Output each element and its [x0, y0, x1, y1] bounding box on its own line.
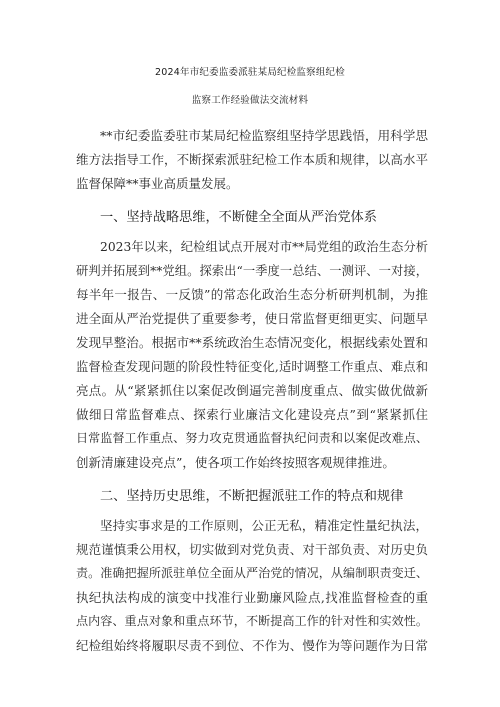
section-1-line: 研判并拓展到**党组。探索出“一季度一总结、一测评、一对接， — [76, 264, 428, 278]
section-1-line: 每半年一报告、一反馈”的常态化政治生态分析研判机制，为推 — [76, 287, 428, 302]
section-2-line: 执纪执法构成的演变中找准行业勤廉风险点,找准监督检查的重 — [76, 590, 428, 605]
section-1-line: 亮点。从“紧紧抓住以案促改倒逼完善制度重点、做实做优做新 — [76, 383, 428, 398]
section-2-line: 责。准确把握所派驻单位全面从严治党的情况，从编制职责变迁、 — [76, 566, 428, 580]
document-title-line-1: 2024年市纪委监委派驻某局纪检监察组纪检 — [155, 67, 345, 78]
section-1-line: 进全面从严治党提供了重要参考，使日常监督更细更实、问题早 — [76, 311, 428, 326]
section-1-line: 2023年以来，纪检组试点开展对市**局党组的政治生态分析 — [100, 240, 428, 254]
section-1-heading: 一、坚持战略思维，不断健全全面从严治党体系 — [100, 210, 377, 225]
section-2-line: 纪检组始终将履职尽责不到位、不作为、慢作为等问题作为日常 — [76, 638, 428, 653]
intro-line: **市纪委监委驻市某局纪检监察组坚持学思践悟，用科学思 — [100, 128, 428, 143]
intro-line: 维方法指导工作，不断探索派驻纪检工作本质和规律，以高水平 — [76, 152, 428, 167]
section-1-line: 创新清廉建设亮点”，使各项工作始终按照客观规律推进。 — [76, 455, 395, 470]
section-2-heading: 二、坚持历史思维，不断把握派驻工作的特点和规律 — [100, 489, 404, 504]
section-1-line: 做细日常监督难点、探索行业廉洁文化建设亮点”到“紧紧抓住 — [76, 407, 428, 422]
section-2-line: 点内容、重点对象和重点环节，不断提高工作的针对性和实效性。 — [76, 614, 428, 628]
section-2-line: 规范谨慎秉公用权，切实做到对党负责、对干部负责、对历史负 — [76, 542, 428, 557]
section-2-line: 坚持实事求是的工作原则，公正无私，精准定性量纪执法， — [100, 518, 428, 533]
intro-line: 监督保障**事业高质量发展。 — [76, 176, 239, 191]
section-1-line: 发现早整治。根据市**系统政治生态情况变化，根据线索处置和 — [76, 335, 428, 350]
section-1-line: 监督检查发现问题的阶段性特征变化,适时调整工作重点、难点和 — [76, 360, 428, 374]
section-1-line: 日常监督工作重点、努力攻克贯通监督执纪问责和以案促改难点、 — [76, 431, 428, 445]
document-title-line-2: 监察工作经验做法交流材料 — [191, 95, 309, 106]
